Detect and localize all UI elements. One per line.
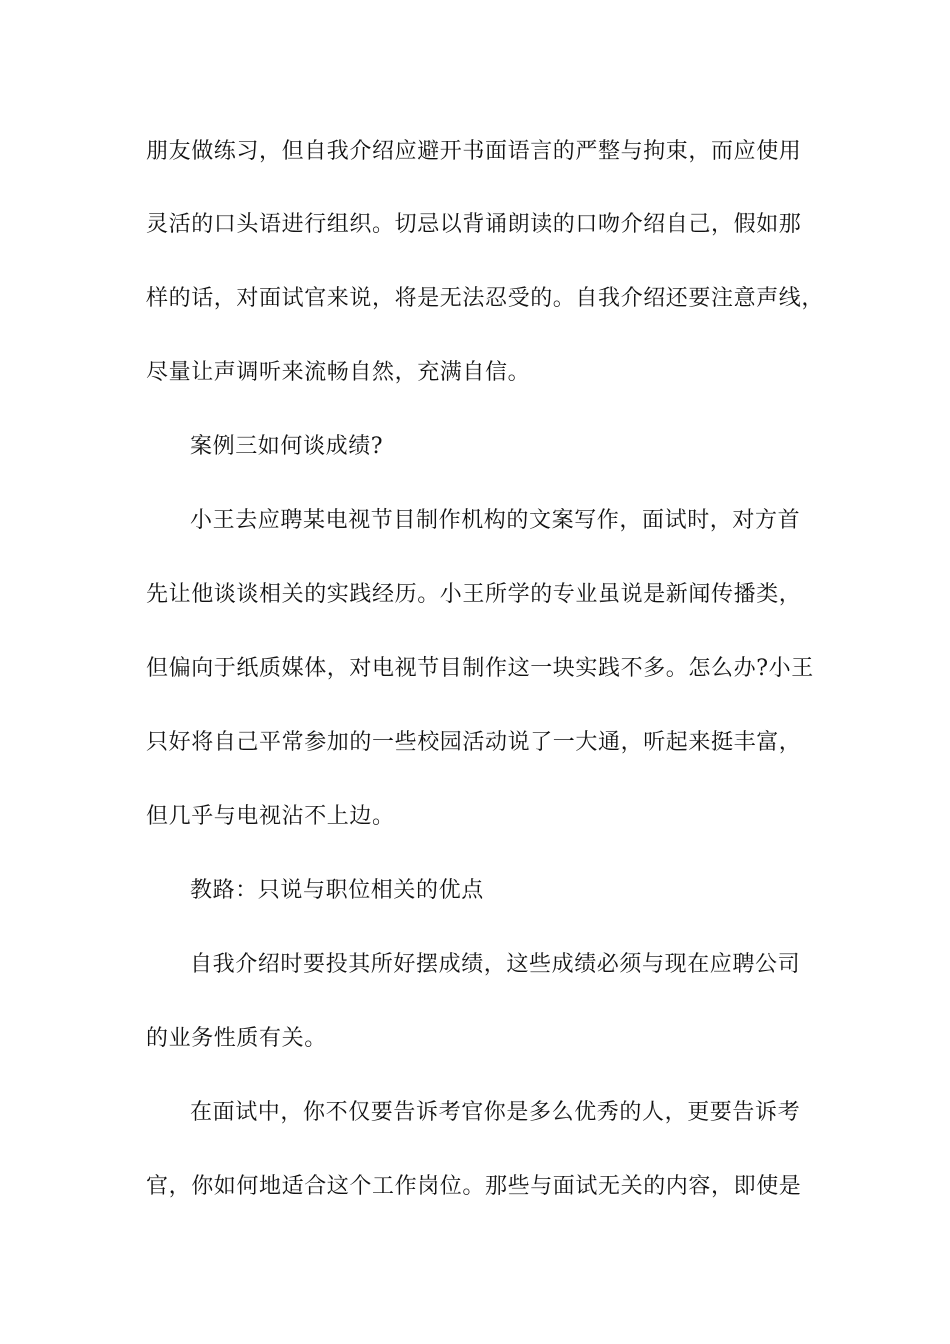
paragraph-line: 朋友做练习，但自我介绍应避开书面语言的严整与拘束，而应使用: [146, 139, 802, 164]
paragraph-line: 在面试中，你不仅要告诉考官你是多么优秀的人，更要告诉考: [190, 1100, 801, 1125]
section-heading: 教路：只说与职位相关的优点: [190, 878, 484, 903]
paragraph-line: 灵活的口头语进行组织。切忌以背诵朗读的口吻介绍自己，假如那: [146, 212, 802, 237]
paragraph-line: 但几乎与电视沾不上边。: [146, 804, 395, 829]
paragraph-line: 只好将自己平常参加的一些校园活动说了一大通，听起来挺丰富，: [146, 730, 802, 755]
section-heading: 案例三如何谈成绩?: [190, 434, 384, 459]
paragraph-line: 先让他谈谈相关的实践经历。小王所学的专业虽说是新闻传播类，: [146, 582, 802, 607]
paragraph-line: 样的话，对面试官来说，将是无法忍受的。自我介绍还要注意声线，: [146, 286, 825, 311]
paragraph-line: 尽量让声调听来流畅自然，充满自信。: [146, 360, 531, 385]
paragraph-line: 的业务性质有关。: [146, 1026, 327, 1051]
paragraph-line: 小王去应聘某电视节目制作机构的文案写作，面试时，对方首: [190, 508, 801, 533]
paragraph-line: 但偏向于纸质媒体，对电视节目制作这一块实践不多。怎么办?小王: [146, 656, 814, 681]
paragraph-line: 官，你如何地适合这个工作岗位。那些与面试无关的内容，即使是: [146, 1174, 802, 1199]
paragraph-line: 自我介绍时要投其所好摆成绩，这些成绩必须与现在应聘公司: [190, 952, 801, 977]
